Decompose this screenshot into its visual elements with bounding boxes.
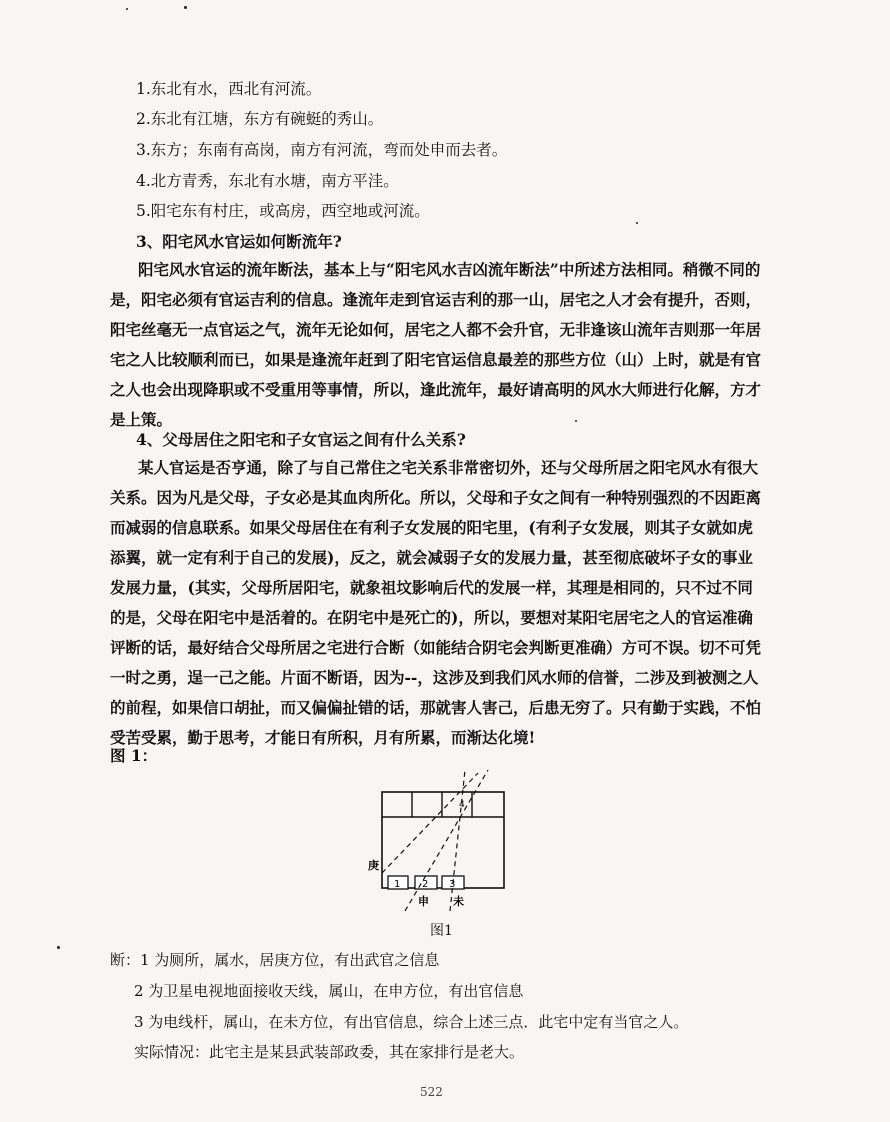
- marker-2: 2: [422, 879, 429, 890]
- geng-label: 庚: [368, 859, 379, 872]
- page-number: 522: [420, 1085, 443, 1099]
- figure-label: 图 1：: [110, 746, 158, 765]
- note-line: 3 为电线杆，属山，在未方位，有出官信息，综合上述三点．此宅中定有当官之人。: [134, 1013, 689, 1031]
- marker-3: 3: [449, 879, 456, 890]
- house-diagram: [360, 765, 530, 915]
- scan-speck: [57, 946, 60, 949]
- marker-1: 1: [394, 879, 401, 890]
- list-item: 5.阳宅东有村庄，或高房，西空地或河流。: [136, 202, 430, 220]
- wei-line: [450, 770, 465, 911]
- shen-line: [405, 770, 488, 911]
- note-line: 实际情况：此宅主是某县武装部政委，其在家排行是老大。: [134, 1043, 525, 1061]
- paragraph: 某人官运是否亨通，除了与自己常住之宅关系非常密切外，还与父母所居之阳宅风水有很大关系。因为凡是父母，子女必是其血肉所化。所以，父母和子女之间有一种特别强烈的不因距离而减弱的信息联系。如果父母居住在有利子女发展的阳宅里，(有利子女发展，则其子女就如虎添翼，就一定有利于自己的发展)，反之，就会减弱子女的发展力量，甚至彻底破坏子女的事业发展力量，(其实，父母所居阳宅，就象祖坟影响后代的发展一样，其理是相同的，只不过不同的是，父母在阳宅中是活着的。在阴宅中是死亡的)，所以，要想对某阳宅居宅之人的官运准确评断的话，最好结合父母所居之宅进行合断（如能结合阴宅会判断更准确）方可不误。切不可凭一时之勇，逞一己之能。片面不断语，因为--，这涉及到我们风水师的信誉，二涉及到被测之人的前程，如果信口胡扯，而又偏偏扯错的话，那就害人害己，后患无穷了。只有勤于实践，不怕受苦受累，勤于思考，才能日有所积，月有所累，而渐达化境!: [110, 458, 762, 747]
- scan-speck: [184, 6, 187, 9]
- note-line: 2 为卫星电视地面接收天线，属山，在申方位，有出官信息: [134, 982, 524, 1000]
- figure-caption: 图1: [430, 923, 453, 939]
- house-outline: [382, 792, 504, 888]
- list-item: 3.东方；东南有高岗，南方有河流，弯而处申而去者。: [136, 141, 508, 159]
- marker-4: 4: [459, 800, 465, 810]
- section-heading: 4、父母居住之阳宅和子女官运之间有什么关系?: [136, 430, 466, 449]
- list-item: 4.北方青秀，东北有水塘，南方平洼。: [136, 172, 399, 190]
- list-item: 1.东北有水，西北有河流。: [136, 80, 322, 98]
- wei-label: 未: [453, 895, 464, 908]
- geng-line: [382, 773, 478, 873]
- note-line: 断：1 为厕所，属水，居庚方位，有出武官之信息: [110, 951, 440, 969]
- scan-speck: [636, 222, 638, 224]
- section-heading: 3、阳宅风水官运如何断流年?: [136, 232, 342, 251]
- scan-speck: [575, 420, 577, 422]
- scan-speck: [126, 8, 128, 10]
- paragraph: 阳宅风水官运的流年断法，基本上与“阳宅风水吉凶流年断法”中所述方法相同。稍微不同的是，阳宅必须有官运吉利的信息。逢流年走到官运吉利的那一山，居宅之人才会有提升，否则，阳宅丝毫无一点官运之气，流年无论如何，居宅之人都不会升官，无非逢该山流年吉则那一年居宅之人比较顺利而已，如果是逢流年赶到了阳宅官运信息最差的那些方位（山）上时，就是有官之人也会出现降职或不受重用等事情，所以，逢此流年，最好请高明的风水大师进行化解，方才是上策。: [110, 260, 762, 429]
- shen-label: 申: [418, 895, 429, 908]
- list-item: 2.东北有江塘，东方有碗蜓的秀山。: [136, 110, 384, 128]
